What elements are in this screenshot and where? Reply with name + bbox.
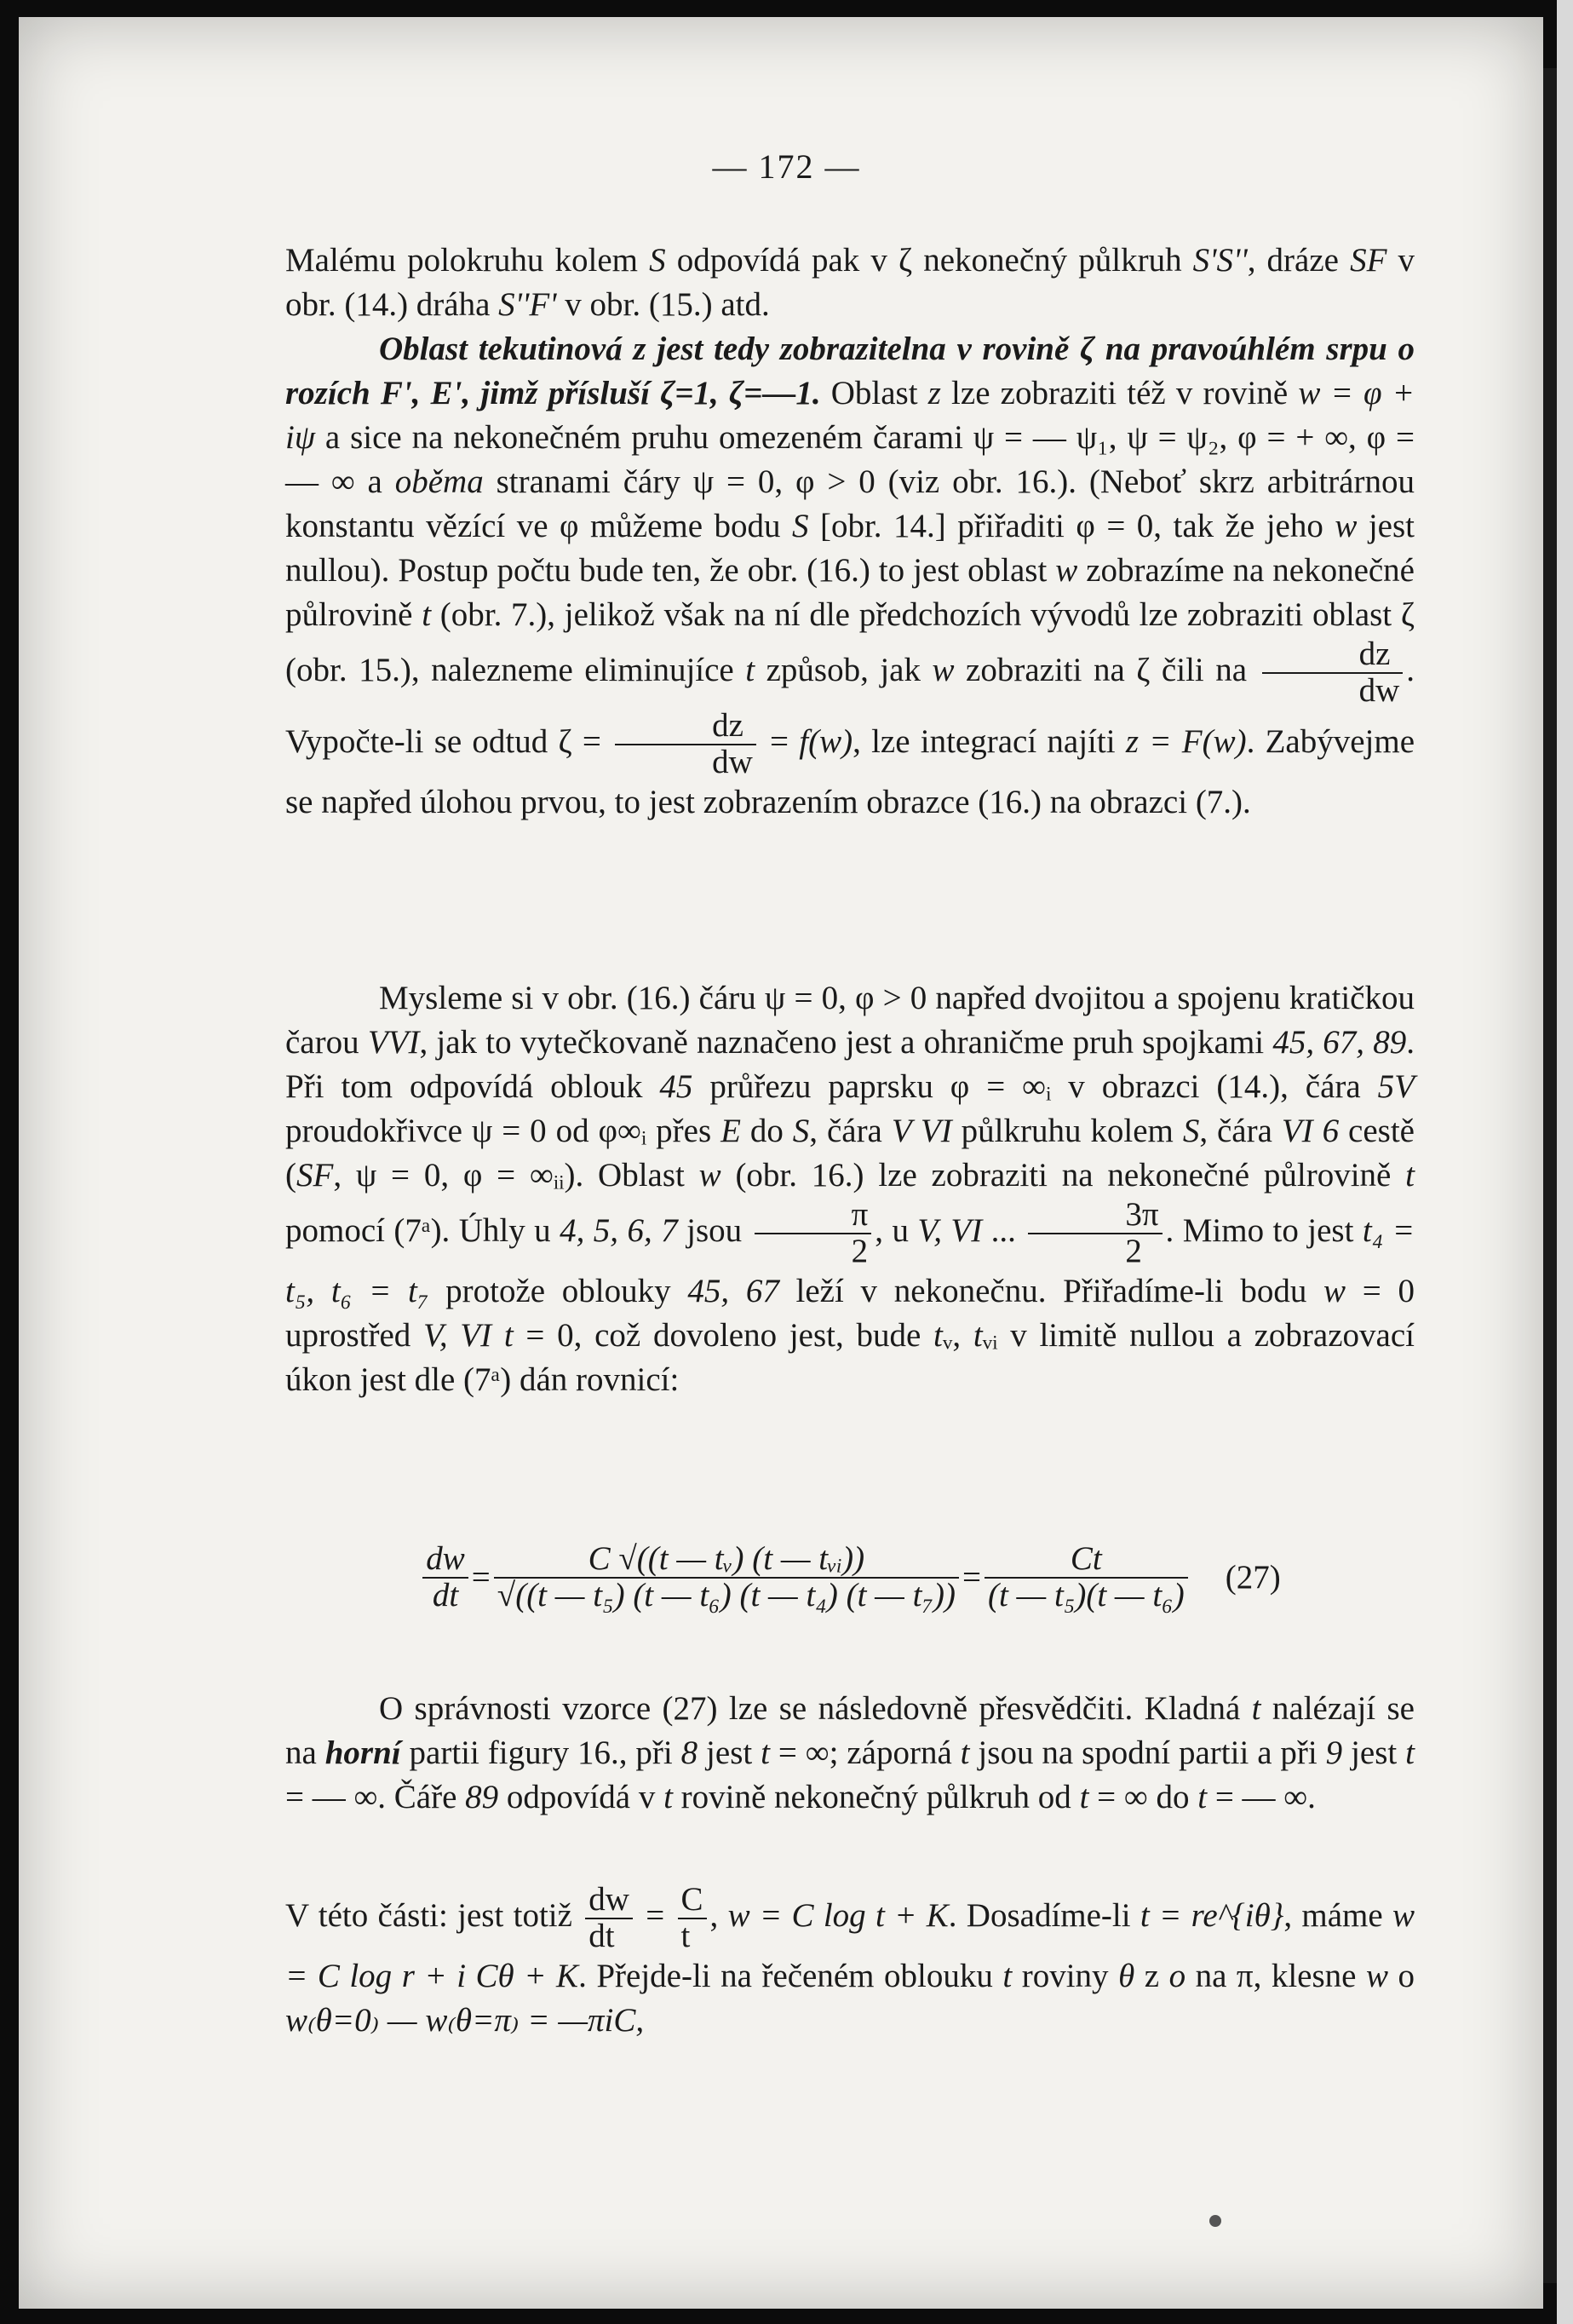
text-run: SF: [296, 1157, 334, 1194]
text-run: Oblast tekutinová z jest tedy zobrazitelna v rovině ζ na pravoúhlém srpu o rozích F', E', jimž přísluší ζ=1, ζ=—1.: [285, 331, 1415, 411]
text-run: w: [1335, 508, 1358, 544]
text-run: jest nullou). Postup počtu bude ten, že obr. (16.) to jest oblast: [285, 508, 1415, 589]
text-run: t: [973, 1316, 983, 1354]
text-run: 5V: [1377, 1068, 1415, 1105]
text-run: t: [1079, 1779, 1089, 1815]
text-run: , lze integrací najíti: [853, 722, 1126, 760]
text-run: do: [740, 1113, 793, 1149]
text-run: O správnosti vzorce (27) lze se následovně přesvědčiti. Kladná: [379, 1690, 1252, 1727]
text-run: v obr. (14.) dráha: [285, 242, 1415, 323]
text-run: = — ∞.: [1207, 1779, 1316, 1815]
text-run: ᵥ,: [942, 1316, 973, 1354]
text-run: θ: [1118, 1957, 1135, 1994]
text-run: jest: [1342, 1734, 1406, 1771]
text-run: SF: [1350, 242, 1387, 279]
text-run: t: [745, 651, 755, 688]
text-run: zobrazíme na nekonečné půlrovině: [285, 552, 1415, 633]
text-run: , dráze: [1247, 242, 1351, 279]
text-run: . Dosadíme-li: [948, 1896, 1140, 1934]
text-run: w: [932, 651, 955, 688]
equation-27: $\frac{dw}{dt}$ = $\frac{\text{C √((t — tᵥ) (t — tᵥᵢ))}}{\text{√((t — t₅) (t — t₆) (t — t₄) (t — t₇))}}$ = $\frac{Ct}{\text{(t — t₅)(t — t₆)}}$ (27): [285, 1542, 1415, 1614]
text-run: . Vypočte-li se odtud ζ =: [285, 651, 1415, 760]
text-run: = 0, což dovoleno jest, bude: [513, 1316, 934, 1354]
text-run: , u: [875, 1211, 918, 1249]
text-run: , jak to vytečkovaně naznačeno jest a ohraničme pruh spojkami: [419, 1024, 1273, 1061]
text-run: Oblast: [820, 375, 928, 411]
text-run: , čára: [1199, 1113, 1282, 1149]
text-run: odpovídá pak v ζ nekonečný půlkruh: [665, 242, 1193, 279]
text-run: na π, klesne: [1185, 1957, 1366, 1994]
text-run: . Zabývejme se napřed úlohou prvou, to jest zobrazením obrazce (16.) na obrazci (7.).: [285, 722, 1415, 820]
text-run: leží v nekonečnu. Přiřadíme-li bodu: [778, 1272, 1324, 1309]
text-run: S''F': [498, 286, 557, 323]
text-run: t: [933, 1316, 943, 1354]
text-run: ,: [709, 1896, 728, 1934]
text-run: zobraziti na ζ čili na: [954, 651, 1259, 688]
text-run: S: [649, 242, 666, 279]
text-run: 4, 5, 6, 7: [560, 1211, 678, 1249]
text-run: a sice na nekonečném pruhu omezeném čarami ψ = — ψ₁, ψ = ψ₂, φ = + ∞, φ = — ∞ a: [285, 419, 1415, 500]
text-run: jest: [698, 1734, 761, 1771]
paragraph-5: [285, 1883, 1415, 2043]
text-run: VVI: [367, 1024, 420, 1061]
text-run: z = F(w): [1125, 722, 1247, 760]
text-run: protože oblouky: [428, 1272, 688, 1309]
inline-fraction: $\frac{3\pi}{2}$: [1028, 1198, 1162, 1269]
text-run: E: [720, 1113, 741, 1149]
text-run: w: [698, 1157, 721, 1194]
inline-fraction: $\frac{dz}{dw}$: [615, 709, 756, 780]
text-run: o: [1388, 1957, 1415, 1994]
text-run: w₍θ=0₎ — w₍θ=π₎ = —πiC,: [285, 2001, 645, 2039]
text-run: 45: [659, 1068, 693, 1105]
text-run: V této části: jest totiž: [285, 1896, 583, 1934]
text-run: = — ∞. Čáře: [285, 1779, 466, 1815]
inline-fraction: $\frac{C}{t}$: [678, 1883, 707, 1954]
eq-middle: $\frac{\text{C √((t — tᵥ) (t — tᵥᵢ))}}{\text{√((t — t₅) (t — t₆) (t — t₄) (t — t₇))}}$: [494, 1542, 959, 1614]
paragraph-text: [285, 976, 1415, 1402]
text-run: =: [635, 1896, 675, 1934]
text-run: pomocí (7ᵃ). Úhly u: [285, 1211, 560, 1249]
paragraph-4: [285, 1687, 1415, 1820]
text-run: = ∞ do: [1088, 1779, 1198, 1815]
text-run: Mysleme si v obr. (16.) čáru ψ = 0, φ > 0 napřed dvojitou a spojenu kratičkou čarou: [285, 980, 1415, 1061]
text-run: ᵥᵢ v limitě nullou a zobrazovací úkon jest dle (7ᵃ) dán rovnicí:: [285, 1316, 1415, 1398]
text-run: , ψ = 0, φ = ∞ᵢᵢ). Oblast: [333, 1157, 699, 1194]
page-edge-shadow: [1543, 68, 1557, 2283]
text-run: lze zobraziti též v rovině: [940, 375, 1299, 411]
text-run: stranami čáry ψ = 0, φ > 0 (viz obr. 16.). (Neboť skrz arbitrárnou konstantu vězící ve φ můžeme bodu: [285, 463, 1415, 544]
text-run: oběma: [394, 463, 484, 500]
paragraph-text: [285, 1883, 1415, 2043]
text-run: t: [1405, 1734, 1415, 1771]
text-run: t = re^{iθ}: [1140, 1896, 1284, 1934]
text-run: . Při tom odpovídá oblouk: [285, 1024, 1415, 1105]
text-run: S: [1182, 1113, 1200, 1149]
text-run: w: [1365, 1957, 1388, 1994]
text-run: odpovídá v: [498, 1779, 664, 1815]
text-run: 9: [1325, 1734, 1343, 1771]
text-run: t: [422, 596, 432, 633]
text-run: t: [1251, 1690, 1261, 1727]
text-run: w = C log t + K: [727, 1896, 949, 1934]
text-run: , čára: [809, 1113, 892, 1149]
inline-fraction: $\frac{dz}{dw}$: [1262, 637, 1404, 709]
paragraph-3: [285, 976, 1415, 1402]
text-run: t: [1002, 1957, 1013, 1994]
text-run: t₄ = t₅, t₆ = t₇: [285, 1211, 1415, 1309]
text-run: rovině nekonečný půlkruh od: [672, 1779, 1080, 1815]
text-run: = ∞; záporná: [769, 1734, 961, 1771]
paragraph-1: [285, 239, 1415, 327]
text-run: . Mimo to jest: [1165, 1211, 1363, 1249]
inline-fraction: $\frac{\pi}{2}$: [755, 1198, 872, 1269]
text-run: průřezu paprsku φ = ∞ᵢ v obrazci (14.), čára: [692, 1068, 1378, 1105]
eq-rhs: $\frac{Ct}{\text{(t — t₅)(t — t₆)}}$: [985, 1542, 1188, 1614]
text-run: . Přejde-li na řečeném oblouku: [578, 1957, 1003, 1994]
text-run: f(w): [799, 722, 853, 760]
text-run: t: [663, 1779, 673, 1815]
text-run: t: [1405, 1157, 1415, 1194]
text-run: w: [1323, 1272, 1346, 1309]
text-run: = 0 uprostřed: [285, 1272, 1415, 1354]
text-run: 8: [680, 1734, 698, 1771]
text-run: o: [1168, 1957, 1186, 1994]
text-run: 45, 67: [687, 1272, 779, 1309]
text-run: VI 6: [1281, 1113, 1340, 1149]
text-run: w: [1055, 552, 1078, 589]
paragraph-text: [285, 1687, 1415, 1820]
text-run: =: [759, 722, 800, 760]
text-run: z: [927, 375, 941, 411]
paragraph-2: [285, 327, 1415, 825]
text-run: roviny: [1012, 1957, 1119, 1994]
text-run: V, VI t: [423, 1316, 514, 1354]
text-run: S: [792, 508, 809, 544]
inline-fraction: $\frac{dw}{dt}$: [585, 1883, 633, 1954]
text-run: V, VI: [917, 1211, 983, 1249]
paper-speck: [1209, 2215, 1221, 2227]
text-run: cestě (: [285, 1113, 1415, 1194]
text-run: t: [1197, 1779, 1208, 1815]
paragraph-text: [285, 239, 1415, 327]
text-run: způsob, jak: [755, 651, 933, 688]
equation-number: (27): [1225, 1558, 1281, 1596]
text-run: , máme: [1283, 1896, 1392, 1934]
scanner-margin: [1557, 0, 1573, 2324]
paragraph-text: [285, 327, 1415, 825]
text-run: 89: [465, 1779, 499, 1815]
text-run: 45, 67, 89: [1272, 1024, 1407, 1061]
text-run: jsou na spodní partii a při: [969, 1734, 1326, 1771]
text-run: z: [1134, 1957, 1169, 1994]
text-run: w = C log r + i Cθ + K: [285, 1896, 1415, 1994]
text-run: proudokřivce ψ = 0 od φ∞ᵢ přes: [285, 1113, 721, 1149]
text-run: nalézají se na: [285, 1690, 1415, 1771]
text-run: horní: [324, 1734, 401, 1771]
text-run: půlkruhu kolem: [951, 1113, 1183, 1149]
text-run: t: [761, 1734, 770, 1771]
eq-lhs: $\frac{dw}{dt}$: [422, 1542, 468, 1614]
text-run: V VI: [891, 1113, 952, 1149]
text-run: (obr. 7.), jelikož však na ní dle předchozích vývodů lze zobraziti oblast ζ (obr. 15.), nalezneme eliminujíce: [285, 596, 1415, 688]
text-run: Malému polokruhu kolem: [285, 242, 650, 279]
text-run: S: [792, 1113, 810, 1149]
text-run: w = φ + iψ: [285, 375, 1415, 456]
text-run: v obr. (15.) atd.: [556, 286, 770, 323]
text-run: ...: [982, 1211, 1025, 1249]
text-run: jsou: [677, 1211, 751, 1249]
page-number: — 172 —: [712, 147, 861, 186]
text-run: t: [960, 1734, 970, 1771]
text-run: [obr. 14.] přiřaditi φ = 0, tak že jeho: [808, 508, 1335, 544]
text-run: (obr. 16.) lze zobraziti na nekonečné půlrovině: [720, 1157, 1406, 1194]
text-run: S'S'': [1192, 242, 1248, 279]
text-run: partii figury 16., při: [400, 1734, 681, 1771]
